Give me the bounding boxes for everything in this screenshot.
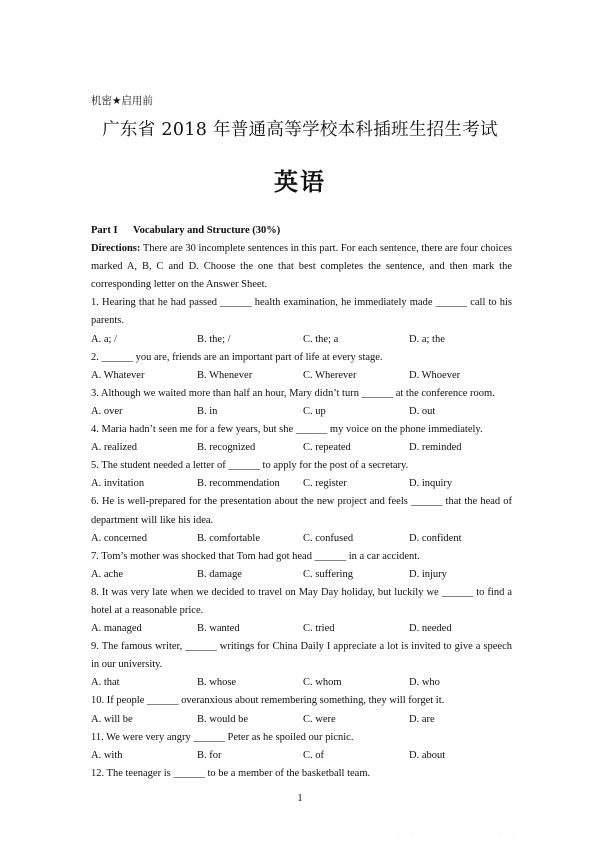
answer-option: D. about <box>409 749 446 761</box>
question-text: 12. The teenager is ______ to be a member of the basketball team. <box>91 767 371 779</box>
exam-content <box>91 222 512 783</box>
answer-option: D. a; the <box>409 333 445 345</box>
answer-option: A. realized <box>91 442 138 454</box>
answer-option: A. over <box>91 405 123 417</box>
question-item <box>91 638 512 692</box>
answer-option: A. will be <box>91 713 133 725</box>
answer-option: A. with <box>91 749 123 761</box>
answer-option: D. who <box>409 677 440 689</box>
exam-title: 广东省 2018 年普通高等学校本科插班生招生考试 <box>102 120 498 140</box>
part-title: Vocabulary and Structure (30%) <box>133 225 281 236</box>
question-item <box>91 584 512 638</box>
question-item <box>91 457 512 493</box>
answer-options <box>91 566 512 584</box>
answer-options <box>91 475 512 493</box>
answer-option: A. that <box>91 677 120 689</box>
answer-option: D. are <box>409 713 435 725</box>
answer-options <box>91 711 512 729</box>
answer-option: B. damage <box>197 568 242 580</box>
watermark: · · · · · · · · · · · · <box>385 830 531 839</box>
question-item <box>91 349 512 385</box>
question-text: 4. Maria hadn’t seen me for a few years, but she ______ my voice on the phone immediately. <box>91 424 483 436</box>
answer-option: C. tried <box>303 623 335 635</box>
answer-option: A. managed <box>91 623 142 635</box>
answer-options <box>91 674 512 692</box>
answer-option: D. needed <box>409 623 452 635</box>
answer-option: D. Whoever <box>409 369 461 381</box>
question-text: 9. The famous writer, ______ writings for China Daily I appreciate a lot is invited to give a speech in our university. <box>91 641 512 671</box>
answer-option: D. out <box>409 405 436 417</box>
question-text: 10. If people ______ overanxious about remembering something, they will forget it. <box>91 695 445 707</box>
question-list <box>91 294 512 783</box>
answer-option: B. for <box>197 749 222 761</box>
answer-option: A. ache <box>91 568 124 580</box>
answer-option: B. recommendation <box>197 478 280 490</box>
answer-options <box>91 530 512 548</box>
answer-option: D. reminded <box>409 442 462 454</box>
answer-options <box>91 747 512 765</box>
subject-title: 英语 <box>274 167 326 196</box>
answer-option: A. a; / <box>91 333 117 345</box>
answer-option: B. recognized <box>197 442 256 454</box>
question-text: 6. He is well-prepared for the presentation about the new project and feels ______ that the head of department will like his idea. <box>91 496 512 526</box>
question-text: 11. We were very angry ______ Peter as he spoiled our picnic. <box>91 731 354 743</box>
question-item <box>91 294 512 348</box>
answer-options <box>91 620 512 638</box>
question-text: 5. The student needed a letter of ______ to apply for the post of a secretary. <box>91 460 409 472</box>
answer-option: C. suffering <box>303 568 353 580</box>
directions-label: Directions: <box>91 243 141 255</box>
answer-option: C. the; a <box>303 333 339 345</box>
answer-option: B. Whenever <box>197 369 253 381</box>
answer-option: B. comfortable <box>197 532 260 544</box>
answer-option: B. whose <box>197 677 237 689</box>
page-number: 1 <box>297 793 303 804</box>
directions <box>91 240 512 294</box>
confidential-label: 机密★启用前 <box>91 95 153 107</box>
question-item <box>91 493 512 547</box>
question-text: 7. Tom’s mother was shocked that Tom had got head ______ in a car accident. <box>91 550 420 562</box>
answer-option: D. inquiry <box>409 478 453 490</box>
question-text: 3. Although we waited more than half an hour, Mary didn’t turn ______ at the conference room. <box>91 387 495 399</box>
answer-option: A. concerned <box>91 532 147 544</box>
question-item <box>91 765 512 783</box>
answer-option: C. register <box>303 478 347 490</box>
part-heading <box>91 222 512 240</box>
directions-text: There are 30 incomplete sentences in this part. For each sentence, there are four choices marked A, B, C and D. Choose the one that best completes the sentence, and then mark the corresponding letter on the Answer Sheet. <box>91 243 512 291</box>
answer-option: C. confused <box>303 532 354 544</box>
part-label: Part I <box>91 225 118 236</box>
answer-option: C. of <box>303 749 324 761</box>
question-text: 2. ______ you are, friends are an important part of life at every stage. <box>91 351 383 363</box>
question-item <box>91 692 512 728</box>
answer-option: B. would be <box>197 713 249 725</box>
answer-options <box>91 403 512 421</box>
answer-option: C. repeated <box>303 442 351 454</box>
answer-option: C. Wherever <box>303 369 357 381</box>
question-item <box>91 385 512 421</box>
answer-option: C. up <box>303 405 326 417</box>
answer-options <box>91 331 512 349</box>
answer-option: B. wanted <box>197 623 240 635</box>
question-item <box>91 548 512 584</box>
question-text: 1. Hearing that he had passed ______ health examination, he immediately made ______ call to his parents. <box>91 297 512 327</box>
question-item <box>91 729 512 765</box>
answer-option: A. invitation <box>91 478 145 490</box>
answer-option: C. whom <box>303 677 342 689</box>
question-item <box>91 421 512 457</box>
answer-option: D. confident <box>409 532 462 544</box>
question-text: 8. It was very late when we decided to travel on May Day holiday, but luckily we ______ to find a hotel at a reasonable price. <box>91 586 512 616</box>
answer-option: B. the; / <box>197 333 231 345</box>
answer-option: D. injury <box>409 568 447 580</box>
answer-option: C. were <box>303 713 336 725</box>
answer-options <box>91 439 512 457</box>
answer-options <box>91 367 512 385</box>
answer-option: B. in <box>197 405 218 417</box>
answer-option: A. Whatever <box>91 369 145 381</box>
